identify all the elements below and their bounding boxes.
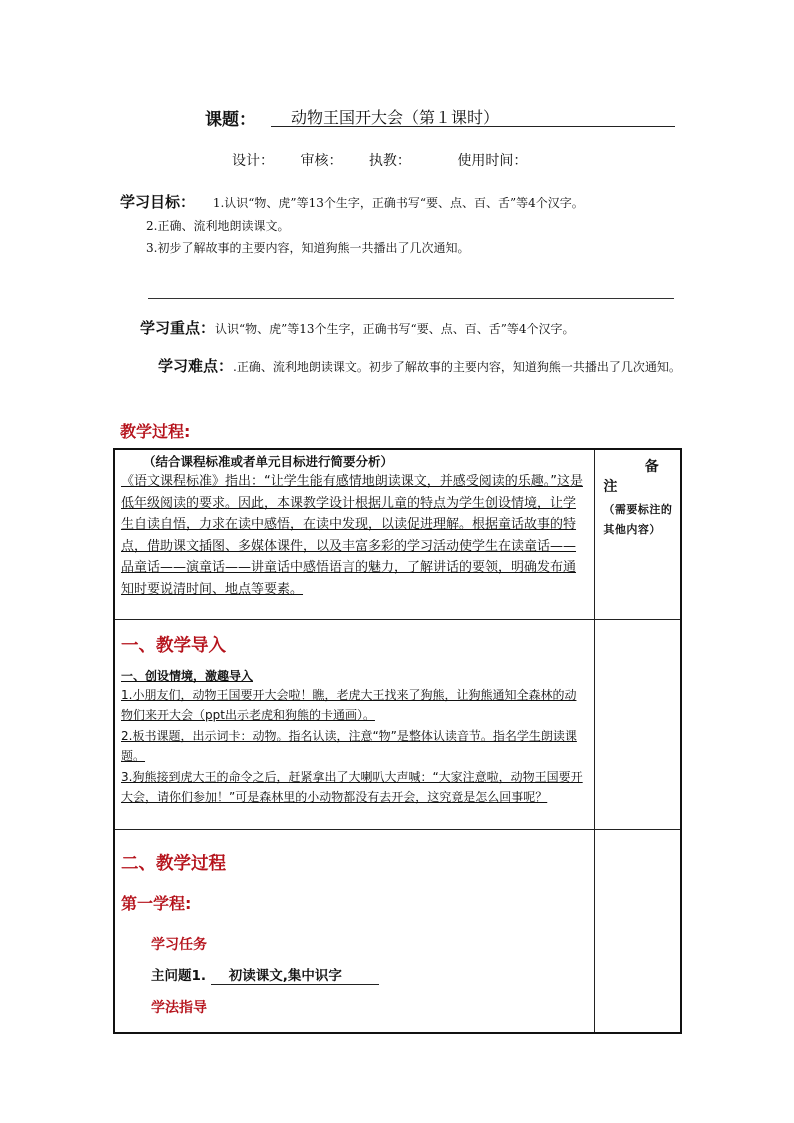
difficulties <box>120 352 682 381</box>
process-cell <box>114 829 595 1033</box>
remark-cell <box>595 449 681 619</box>
remark-note: （需要标注的其他内容） <box>603 503 673 536</box>
remark-cell <box>595 619 681 829</box>
page-title: 动物王国开大会（第１课时） <box>271 105 675 127</box>
intro-paragraph: 1.小朋友们，动物王国要开大会啦！瞧，老虎大王找来了狗熊，让狗熊通知全森林的动物们来开大会（ppt出示老虎和狗熊的卡通画）。 <box>121 687 577 722</box>
question-label: 主问题1. <box>151 967 207 984</box>
meta-design: 设计： <box>232 153 274 169</box>
goal-item: 3.初步了解故事的主要内容，知道狗熊一共播出了几次通知。 <box>146 241 470 255</box>
meta-date: 使用时间： <box>457 153 528 169</box>
intro-paragraph: 3.狗熊接到虎大王的命令之后，赶紧拿出了大喇叭大声喊：“大家注意啦，动物王国要开大会，请你们参加！”可是森林里的小动物都没有去开会，这究竟是怎么回事呢？ <box>121 769 583 804</box>
title-label: 课题： <box>205 110 256 130</box>
question-text: 初读课文,集中识字 <box>211 964 379 985</box>
main-question <box>151 964 588 985</box>
meta-review: 审核： <box>300 153 343 169</box>
difficulties-label: 学习难点： <box>158 357 234 375</box>
goal-item: 2.正确、流利地朗读课文。 <box>146 219 290 233</box>
key-points-label: 学习重点： <box>140 319 216 337</box>
meta-row <box>232 150 549 170</box>
analysis-text: 《语文课程标准》指出：“让学生能有感情地朗读课文，并感受阅读的乐趣。”这是低年级阅读的要求。因此，本课教学设计根据儿童的特点为学生创设情境，让学生自读自悟，力求在读中感悟，在读中发现，以读促进理解。根据童话故事的特点，借助课文插图、多媒体课件，以及丰富多彩的学习活动使学生在读童话——品童话——演童话——讲童话中感悟语言的魅力，了解讲话的要领，明确发布通知时要说清时间、地点等要素。 <box>121 474 583 597</box>
learning-goals <box>120 190 680 259</box>
goal-item: 1.认识“物、虎”等13个生字，正确书写“要、点、百、舌”等4个汉字。 <box>212 196 584 210</box>
remark-title-1: 备 <box>644 459 659 475</box>
goals-label: 学习目标： <box>120 193 196 211</box>
process-heading: 二、教学过程 <box>121 853 226 874</box>
intro-heading: 一、教学导入 <box>121 635 226 656</box>
remark-cell <box>595 829 681 1033</box>
key-points <box>140 317 685 340</box>
method-label: 学法指导 <box>151 999 207 1016</box>
process-title: 教学过程: <box>120 422 191 441</box>
title-block <box>205 105 675 131</box>
task-label: 学习任务 <box>151 936 207 953</box>
stage-heading: 第一学程: <box>121 893 192 913</box>
lesson-table <box>113 448 682 1034</box>
intro-cell <box>114 619 595 829</box>
difficulties-text: .正确、流利地朗读课文。初步了解故事的主要内容，知道狗熊一共播出了几次通知。 <box>233 360 681 374</box>
key-points-text: 认识“物、虎”等13个生字，正确书写“要、点、百、舌”等4个汉字。 <box>215 322 575 336</box>
analysis-head: （结合课程标准或者单元目标进行简要分析） <box>143 454 394 469</box>
divider <box>148 298 674 299</box>
remark-title-2: 注 <box>603 479 618 495</box>
analysis-cell <box>114 449 595 619</box>
intro-subheading: 一、创设情境，激趣导入 <box>121 668 254 683</box>
meta-teacher: 执教： <box>368 153 411 169</box>
intro-paragraph: 2.板书课题，出示词卡：动物。指名认读，注意“物”是整体认读音节。指名学生朗读课题。 <box>121 728 577 763</box>
